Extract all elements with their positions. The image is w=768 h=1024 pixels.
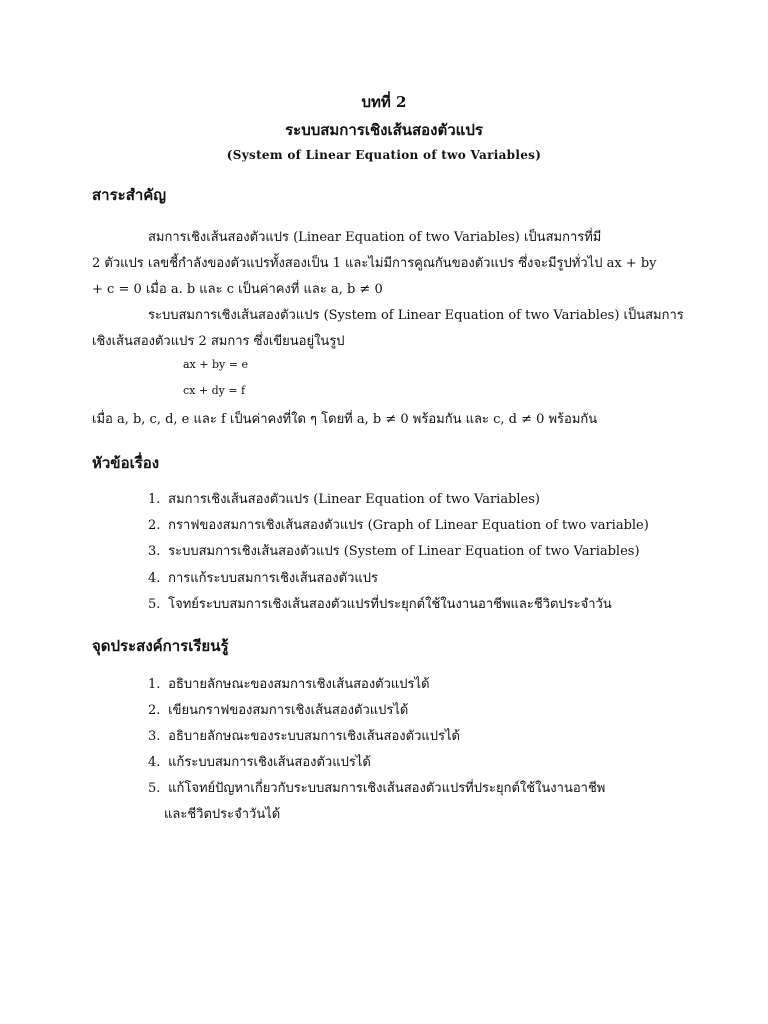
list-item-text: สมการเชิงเส้นสองตัวแปร (Linear Equation of two Variables) bbox=[168, 492, 540, 507]
list-item bbox=[148, 777, 605, 798]
list-item-text: แก้โจทย์ปัญหาเกี่ยวกับระบบสมการเชิงเส้นสองตัวแปรที่ประยุกต์ใช้ในงานอาชีพ bbox=[168, 781, 606, 796]
summary-paragraph-1-line-2: 2 ตัวแปร เลขชี้กำลังของตัวแปรทั้งสองเป็น 1 และไม่มีการคูณกันของตัวแปร ซึ่งจะมีรูปทั่วไป ax + by bbox=[92, 256, 657, 271]
list-item bbox=[148, 593, 612, 614]
list-item-number: 3. bbox=[148, 544, 161, 559]
list-item-text: โจทย์ระบบสมการเชิงเส้นสองตัวแปรที่ประยุกต์ใช้ในงานอาชีพและชีวิตประจำวัน bbox=[168, 597, 612, 612]
summary-paragraph-2-line-1: ระบบสมการเชิงเส้นสองตัวแปร (System of Linear Equation of two Variables) เป็นสมการ bbox=[148, 308, 684, 323]
equation-2: cx + dy = f bbox=[183, 384, 246, 397]
summary-paragraph-2-conditions: เมื่อ a, b, c, d, e และ f เป็นค่าคงที่ใด ๆ โดยที่ a, b ≠ 0 พร้อมกัน และ c, d ≠ 0 พร้อมกัน bbox=[92, 412, 598, 427]
list-item-number: 5. bbox=[148, 781, 161, 796]
list-item-number: 4. bbox=[148, 755, 161, 770]
list-item-text: อธิบายลักษณะของระบบสมการเชิงเส้นสองตัวแปรได้ bbox=[168, 729, 460, 744]
list-item-number: 1. bbox=[148, 677, 161, 692]
list-item bbox=[148, 540, 640, 561]
list-item-text: เขียนกราฟของสมการเชิงเส้นสองตัวแปรได้ bbox=[168, 703, 409, 718]
summary-paragraph-1-line-3: + c = 0 เมื่อ a. b และ c เป็นค่าคงที่ และ a, b ≠ 0 bbox=[92, 282, 383, 297]
topics-heading: หัวข้อเรื่อง bbox=[92, 454, 160, 472]
list-item-number: 2. bbox=[148, 703, 161, 718]
list-item bbox=[148, 567, 378, 588]
list-item-number: 3. bbox=[148, 729, 161, 744]
summary-paragraph-1-line-1: สมการเชิงเส้นสองตัวแปร (Linear Equation of two Variables) เป็นสมการที่มี bbox=[148, 230, 602, 245]
list-item bbox=[148, 514, 649, 535]
list-item bbox=[148, 673, 430, 694]
list-item-text: การแก้ระบบสมการเชิงเส้นสองตัวแปร bbox=[168, 571, 378, 586]
summary-paragraph-2-line-2: เชิงเส้นสองตัวแปร 2 สมการ ซึ่งเขียนอยู่ในรูป bbox=[92, 334, 345, 349]
list-item bbox=[148, 488, 540, 509]
list-item-text: ระบบสมการเชิงเส้นสองตัวแปร (System of Linear Equation of two Variables) bbox=[168, 544, 640, 559]
list-item bbox=[148, 751, 371, 772]
list-item bbox=[148, 725, 460, 746]
chapter-title-thai: ระบบสมการเชิงเส้นสองตัวแปร bbox=[285, 121, 483, 139]
list-item-text: แก้ระบบสมการเชิงเส้นสองตัวแปรได้ bbox=[168, 755, 371, 770]
list-item-number: 2. bbox=[148, 518, 161, 533]
equation-1: ax + by = e bbox=[183, 358, 248, 371]
objectives-heading: จุดประสงค์การเรียนรู้ bbox=[92, 637, 229, 655]
list-item-number: 5. bbox=[148, 597, 161, 612]
list-item-continuation bbox=[148, 803, 280, 824]
list-item bbox=[148, 699, 408, 720]
list-item-number: 4. bbox=[148, 571, 161, 586]
chapter-number: บทที่ 2 bbox=[361, 93, 407, 111]
list-item-text: กราฟของสมการเชิงเส้นสองตัวแปร (Graph of Linear Equation of two variable) bbox=[168, 518, 649, 533]
list-item-text: อธิบายลักษณะของสมการเชิงเส้นสองตัวแปรได้ bbox=[168, 677, 430, 692]
list-item-number: 1. bbox=[148, 492, 161, 507]
chapter-title-english: (System of Linear Equation of two Variables) bbox=[226, 148, 542, 162]
summary-heading: สาระสำคัญ bbox=[92, 186, 167, 204]
list-item-text: และชีวิตประจำวันได้ bbox=[164, 807, 281, 822]
